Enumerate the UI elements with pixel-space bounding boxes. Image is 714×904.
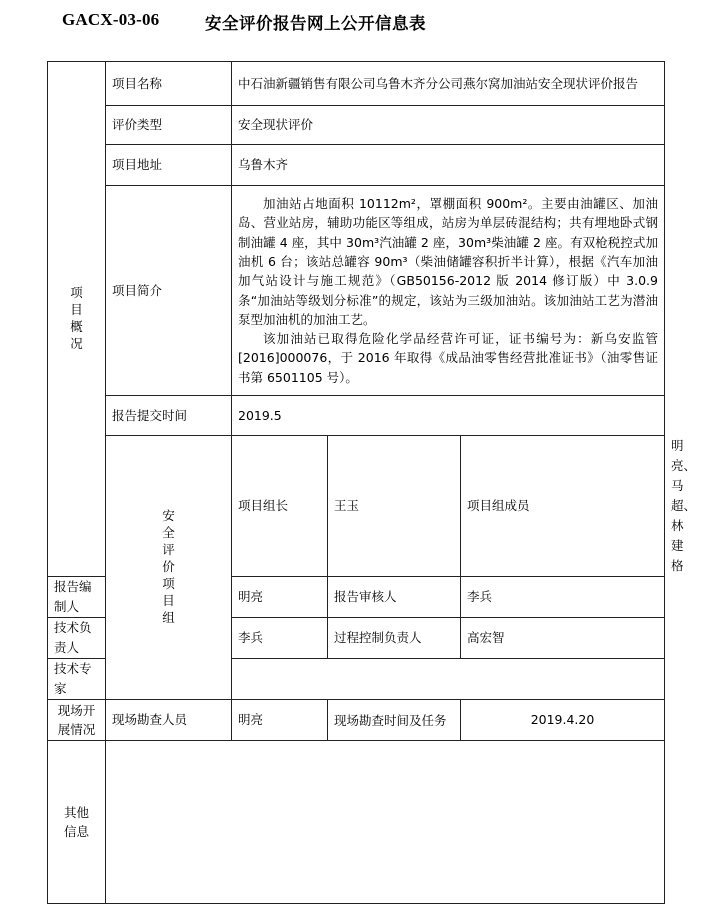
address-value: 乌鲁木齐	[232, 145, 665, 186]
category-other	[48, 741, 106, 904]
eval-type-label: 评价类型	[106, 106, 232, 145]
row-other	[48, 741, 665, 904]
project-name-value: 中石油新疆销售有限公司乌鲁木齐分公司燕尔窝加油站安全现状评价报告	[232, 62, 665, 106]
leader-value: 王玉	[328, 436, 461, 577]
leader-label: 项目组长	[232, 436, 328, 577]
submit-time-value: 2019.5	[232, 396, 665, 436]
category-team	[106, 436, 232, 700]
reviewer-value: 李兵	[461, 577, 665, 618]
category-team-label: 安全评价项目组	[162, 508, 175, 625]
expert-value	[232, 659, 665, 700]
row-submit-time	[48, 396, 665, 436]
row-leader: 安全评价项目组 项目组长 王玉 项目组成员 明亮、马超、林建格	[48, 436, 665, 577]
category-overview-label: 项目概况	[70, 285, 83, 351]
intro-value	[232, 186, 665, 396]
disclosure-table	[47, 61, 697, 904]
other-value	[106, 741, 665, 904]
intro-paragraph-1: 加油站占地面积 10112m²，罩棚面积 900m²。主要由油罐区、加油岛、营业站房，辅助功能区等组成，站房为单层砖混结构；共有埋地卧式钢制油罐 4 座，其中 30m³汽油罐 2 座，30m³柴油罐 2 座。有双枪税控式加油机 6 台；该站总罐容 90m³（柴油储罐容积折半计算），根据《汽车加油加气站设计与施工规范》（GB50156-2012 版 2014 修订版）中 3.0.9 条“加油站等级划分标准”的规定，该站为三级加油站。该加油站工艺为潜油泵型加油机的加油工艺。	[238, 196, 658, 327]
members-label: 项目组成员	[461, 436, 665, 577]
eval-type-value: 安全现状评价	[232, 106, 665, 145]
survey-time-label: 现场勘查时间及任务	[328, 700, 461, 741]
row-site	[48, 700, 665, 741]
page-title: 安全评价报告网上公开信息表	[205, 14, 426, 33]
tech-lead-value: 李兵	[232, 618, 328, 659]
surveyor-label: 现场勘查人员	[106, 700, 232, 741]
tech-lead-label: 技术负责人	[48, 618, 106, 659]
author-label: 报告编制人	[48, 577, 106, 618]
process-lead-value: 高宏智	[461, 618, 665, 659]
expert-label: 技术专家	[48, 659, 106, 700]
intro-paragraph-2: 该加油站已取得危险化学品经营许可证，证书编号为：新乌安监管[2016]000076，于 2016 年取得《成品油零售经营批准证书》（油零售证书第 6501105 号）。	[238, 331, 658, 385]
surveyor-value: 明亮	[232, 700, 328, 741]
category-other-label: 其他信息	[63, 804, 89, 839]
category-site: 现场开展情况	[48, 700, 106, 741]
category-overview	[48, 62, 106, 577]
intro-label: 项目简介	[106, 186, 232, 396]
row-eval-type	[48, 106, 665, 145]
row-address	[48, 145, 665, 186]
reviewer-label: 报告审核人	[328, 577, 461, 618]
project-name-label: 项目名称	[106, 62, 232, 106]
document-header	[0, 10, 714, 34]
row-project-name	[48, 62, 665, 106]
submit-time-label: 报告提交时间	[106, 396, 232, 436]
form-code: GACX-03-06	[62, 10, 160, 29]
process-lead-label: 过程控制负责人	[328, 618, 461, 659]
row-intro	[48, 186, 665, 396]
address-label: 项目地址	[106, 145, 232, 186]
author-value: 明亮	[232, 577, 328, 618]
survey-time-value: 2019.4.20	[461, 700, 665, 741]
